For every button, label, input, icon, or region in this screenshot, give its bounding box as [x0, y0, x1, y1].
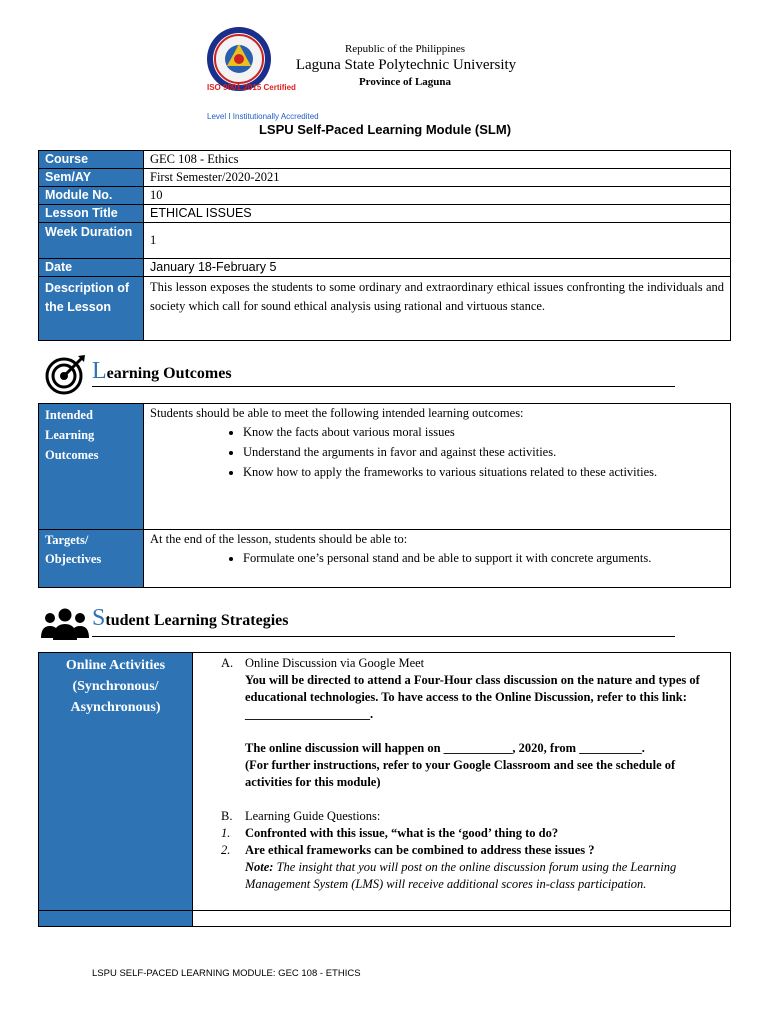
- list-item: • Understand the arguments in favor and against these activities.: [243, 444, 724, 461]
- question-item: [221, 842, 714, 859]
- table-row: [39, 205, 731, 223]
- item-a-text: You will be directed to attend a Four-Hour class discussion on the nature and types of educational technologies. To have access to the Online Discussion, refer to this link: ____________________.: [245, 673, 700, 721]
- note-label: Note:: [245, 860, 274, 874]
- learning-outcomes-table: [38, 403, 731, 588]
- group-people-icon: [40, 606, 90, 642]
- heading-capital: S: [92, 605, 106, 631]
- targets-list: [150, 550, 724, 567]
- learning-outcomes-heading: [92, 358, 232, 385]
- item-a-when: The online discussion will happen on ___________, 2020, from __________.: [245, 741, 645, 755]
- item-a-further: (For further instructions, refer to your Google Classroom and see the schedule of activities for this module): [245, 758, 676, 789]
- republic-text: Republic of the Philippines: [344, 43, 466, 55]
- page-footer: LSPU SELF-PACED LEARNING MODULE: GEC 108 - ETHICS: [92, 968, 361, 979]
- heading-rest: earning Outcomes: [106, 365, 232, 382]
- row-label: Course: [39, 151, 144, 169]
- row-value: ETHICAL ISSUES: [144, 205, 731, 223]
- row-value: 1: [144, 223, 731, 259]
- note-text: The insight that you will post on the online discussion forum using the Learning Management System (LMS) will receive additional scores in-class participation.: [245, 860, 677, 891]
- table-row: [39, 277, 731, 341]
- table-row: [39, 223, 731, 259]
- intended-label: Intended Learning Outcomes: [39, 404, 144, 530]
- table-row: [39, 911, 731, 927]
- list-item: • Know the facts about various moral issues: [243, 424, 724, 441]
- item-b-title: Learning Guide Questions:: [245, 809, 381, 823]
- course-info-table: [38, 150, 731, 341]
- province-text: Province of Laguna: [358, 76, 452, 88]
- row-label: Date: [39, 259, 144, 277]
- university-name: Laguna State Polytechnic University: [295, 57, 517, 73]
- item-marker: A.: [221, 656, 234, 670]
- online-activities-label: Online Activities (Synchronous/ Asynchronous): [39, 653, 193, 911]
- strategies-heading: [92, 605, 288, 632]
- heading-underline: [92, 636, 675, 637]
- row-value: This lesson exposes the students to some ordinary and extraordinary ethical issues confronting the individuals and society which call for sound ethical analysis using rational and virtuous stance.: [144, 277, 731, 341]
- row-value: First Semester/2020-2021: [144, 169, 731, 187]
- table-row: [39, 187, 731, 205]
- table-row: [39, 259, 731, 277]
- row-label: Description of the Lesson: [39, 277, 144, 341]
- targets-label: Targets/ Objectives: [39, 530, 144, 588]
- list-item: • Know how to apply the frameworks to various situations related to these activities.: [243, 464, 724, 481]
- question-number: 2.: [221, 843, 231, 857]
- target-icon: [44, 352, 88, 396]
- table-row: [39, 653, 731, 911]
- table-row: [39, 530, 731, 588]
- row-label: Sem/AY: [39, 169, 144, 187]
- row-value: 10: [144, 187, 731, 205]
- row-label: Module No.: [39, 187, 144, 205]
- item-marker: B.: [221, 809, 233, 823]
- list-item: • Formulate one’s personal stand and be able to support it with concrete arguments.: [243, 550, 724, 567]
- row-label: Week Duration: [39, 223, 144, 259]
- module-title: LSPU Self-Paced Learning Module (SLM): [258, 122, 512, 137]
- targets-intro: At the end of the lesson, students should be able to:: [150, 532, 408, 546]
- table-row: [39, 169, 731, 187]
- strategies-table: [38, 652, 731, 927]
- question-text: Confronted with this issue, “what is the ‘good’ thing to do?: [245, 826, 559, 840]
- intended-list: [150, 424, 724, 481]
- iso-certification: ISO 9001:2015 Certified: [207, 83, 296, 92]
- table-row: [39, 404, 731, 530]
- table-row: [39, 151, 731, 169]
- row-label: Lesson Title: [39, 205, 144, 223]
- question-number: 1.: [221, 826, 231, 840]
- row-value: GEC 108 - Ethics: [144, 151, 731, 169]
- row-value: January 18-February 5: [144, 259, 731, 277]
- question-text: Are ethical frameworks can be combined to address these issues ?: [245, 843, 595, 857]
- item-b-title-row: [221, 808, 714, 825]
- intended-intro: Students should be able to meet the following intended learning outcomes:: [150, 406, 524, 420]
- accreditation-text: Level I Institutionally Accredited: [207, 112, 319, 121]
- empty-cell: [193, 911, 731, 927]
- item-a-title-row: [221, 655, 714, 672]
- item-a-title: Online Discussion via Google Meet: [245, 656, 425, 670]
- heading-capital: L: [92, 358, 107, 384]
- question-item: [221, 825, 714, 842]
- heading-underline: [92, 386, 675, 387]
- empty-label-cell: [39, 911, 193, 927]
- heading-rest: tudent Learning Strategies: [105, 612, 289, 629]
- note: [221, 859, 714, 893]
